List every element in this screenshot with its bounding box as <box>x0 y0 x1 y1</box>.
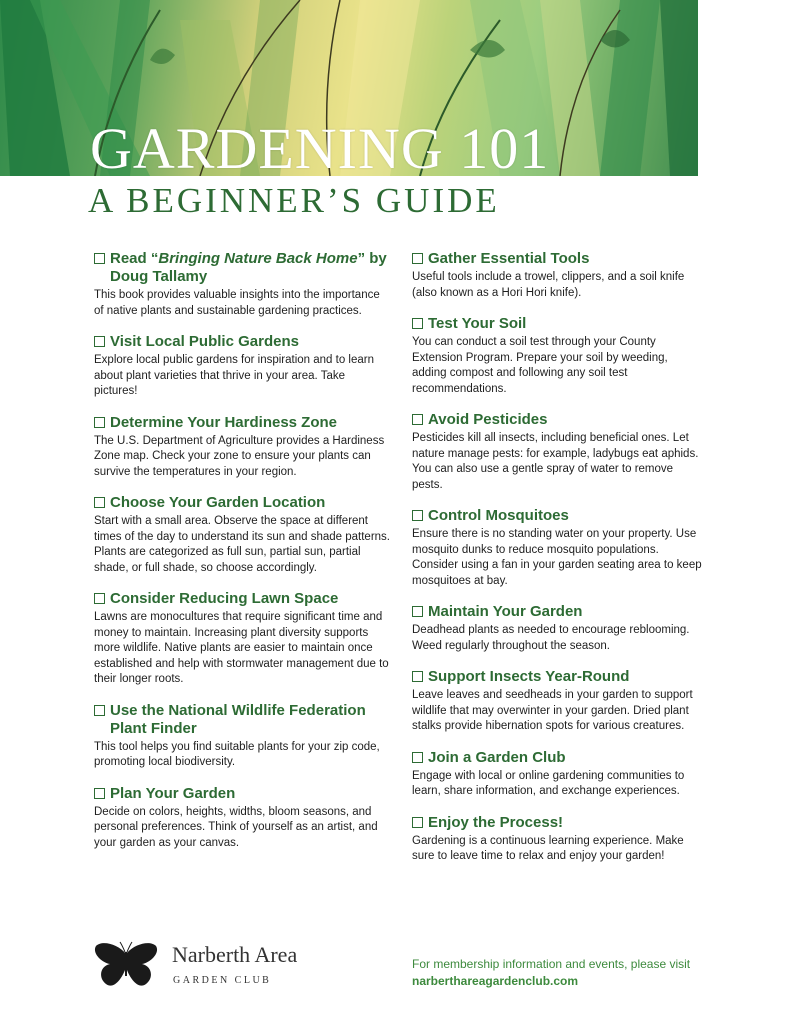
item-title-text: Consider Reducing Lawn Space <box>110 590 339 607</box>
item-title-text: Determine Your Hardiness Zone <box>110 413 338 431</box>
item-title <box>412 315 702 333</box>
item-title <box>94 494 390 512</box>
item-title-text: Avoid Pesticides <box>428 411 548 428</box>
item-title <box>412 749 702 767</box>
item-title <box>94 250 390 286</box>
item-description: You can conduct a soil test through your County Extension Program. Prepare your soil by weeding, adding compost and following any soil test recommendations. <box>412 336 668 395</box>
page-subtitle: A BEGINNER’S GUIDE <box>88 181 500 220</box>
item-description: Decide on colors, heights, widths, bloom seasons, and personal preferences. Think of yourself as an artist, and your garden as your canvas. <box>94 805 378 849</box>
item-description: Leave leaves and seedheads in your garden to support wildlife that may overwinter in your garden. Dried plant stalks provide hibernation spots for various creatures. <box>412 689 693 732</box>
item-description: Engage with local or online gardening communities to learn, share information, and exchange experiences. <box>412 769 685 797</box>
item-description: Useful tools include a trowel, clippers, and a soil knife (also known as a Hori Hori knife). <box>412 271 685 299</box>
checkbox[interactable] <box>94 788 105 799</box>
item-title <box>412 814 702 832</box>
checklist-item <box>412 814 702 865</box>
checkbox[interactable] <box>412 752 423 763</box>
left-column <box>94 250 390 865</box>
item-title-text: Plan Your Garden <box>110 784 236 802</box>
checkbox[interactable] <box>94 705 105 716</box>
item-description: Gardening is a continuous learning experience. Make sure to leave time to relax and enjoy your garden! <box>412 834 684 862</box>
checkbox[interactable] <box>412 671 423 682</box>
checklist-item <box>94 785 390 852</box>
checklist-item <box>412 507 702 589</box>
item-title <box>412 603 702 621</box>
checkbox[interactable] <box>412 510 423 521</box>
item-description: This book provides valuable insights into the importance of native plants and sustainable gardening practices. <box>94 289 380 317</box>
item-title <box>94 702 390 738</box>
checkbox[interactable] <box>412 318 423 329</box>
item-title <box>412 668 702 686</box>
membership-info <box>412 956 752 990</box>
club-website-link[interactable]: narberthareagardenclub.com <box>412 974 579 988</box>
item-title <box>412 250 702 268</box>
title-suffix: ” by Doug Tallamy <box>110 250 387 285</box>
checkbox[interactable] <box>94 417 105 428</box>
item-title-text: Test Your Soil <box>428 315 527 332</box>
item-description: Deadhead plants as needed to encourage reblooming. Weed regularly throughout the season. <box>412 624 690 652</box>
checklist-item <box>412 315 702 397</box>
checkbox[interactable] <box>412 414 423 425</box>
checkbox[interactable] <box>412 606 423 617</box>
item-title-text: Enjoy the Process! <box>428 813 564 831</box>
club-logo <box>94 938 344 998</box>
item-title-text: Maintain Your Garden <box>428 603 583 620</box>
checklist-item <box>94 494 390 576</box>
checklist-item <box>94 702 390 771</box>
item-title-text: Gather Essential Tools <box>428 250 590 267</box>
item-title <box>94 414 390 432</box>
checkbox[interactable] <box>94 336 105 347</box>
item-description: Pesticides kill all insects, including beneficial ones. Let nature manage pests: for example, ladybugs eat aphids. You can also use a gentle spray of water to remove pests. <box>412 432 699 491</box>
right-column <box>412 250 702 879</box>
item-description: Ensure there is no standing water on your property. Use mosquito dunks to reduce mosquito populations. Consider using a fan in your garden seating area to keep mosquitoes at bay. <box>412 528 702 587</box>
checkbox[interactable] <box>94 497 105 508</box>
checklist-item <box>412 250 702 301</box>
checklist-item <box>94 333 390 400</box>
club-name: Narberth Area <box>172 942 298 967</box>
item-description: This tool helps you find suitable plants for your zip code, promoting local biodiversity. <box>94 740 380 768</box>
item-title-text: Control Mosquitoes <box>428 507 569 524</box>
item-description: Lawns are monocultures that require significant time and money to maintain. Increasing plant diversity supports more wildlife. Native plants are easier to maintain once established and help with stormwater management due to their longer roots. <box>94 611 389 685</box>
item-title <box>94 590 390 608</box>
checklist-item <box>412 749 702 800</box>
item-title <box>94 333 390 351</box>
checklist-item <box>94 590 390 688</box>
page-title: GARDENING 101 <box>90 116 550 176</box>
header-banner <box>0 0 698 176</box>
checklist-item <box>94 414 390 481</box>
checkbox[interactable] <box>412 817 423 828</box>
item-title-text: Use the National Wildlife Federation Plant Finder <box>110 701 366 737</box>
item-description: Explore local public gardens for inspiration and to learn about plant varieties that thrive in your area. Take pictures! <box>94 354 374 397</box>
item-title <box>412 507 702 525</box>
membership-text: For membership information and events, please visit <box>412 957 691 971</box>
item-description: The U.S. Department of Agriculture provides a Hardiness Zone map. Check your zone to ensure your plants can survive the temperatures in your region. <box>94 434 385 478</box>
club-subtitle: GARDEN CLUB <box>173 975 272 986</box>
title-prefix: Read “ <box>110 250 159 267</box>
item-title-text: Visit Local Public Gardens <box>110 333 299 350</box>
butterfly-icon <box>94 940 158 992</box>
item-title <box>412 411 702 429</box>
checkbox[interactable] <box>94 253 105 264</box>
checklist-item <box>412 668 702 735</box>
item-description: Start with a small area. Observe the space at different times of the day to understand its sun and shade patterns. Plants are categorized as full sun, partial sun, partial shade, or full shade, so choose accordingly. <box>94 515 390 574</box>
checklist-item <box>412 411 702 493</box>
item-title-text: Choose Your Garden Location <box>110 494 326 511</box>
checklist-item <box>94 250 390 319</box>
item-title-text: Join a Garden Club <box>428 748 566 766</box>
item-title <box>94 785 390 803</box>
item-title-text: Support Insects Year-Round <box>428 668 630 685</box>
checkbox[interactable] <box>412 253 423 264</box>
book-title: Bringing Nature Back Home <box>158 250 358 267</box>
checkbox[interactable] <box>94 593 105 604</box>
checklist-item <box>412 603 702 654</box>
